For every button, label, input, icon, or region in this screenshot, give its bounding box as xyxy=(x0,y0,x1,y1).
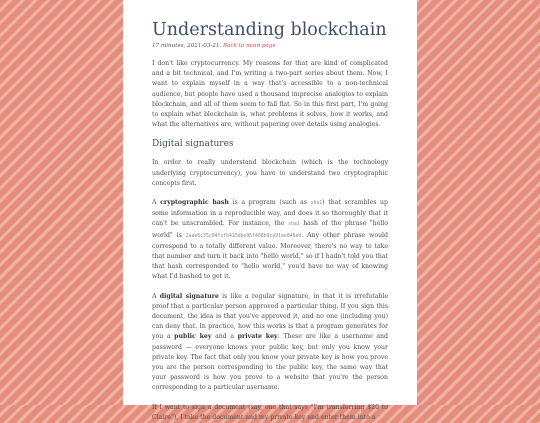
term-digital-signature: digital signature xyxy=(159,292,219,300)
term-public-key: public key xyxy=(174,333,212,341)
code-sha1: sha1 xyxy=(310,201,323,207)
concepts-paragraph: In order to really understand blockchain (which is the technology underlying cryptocurrency), you have to understand two cryptographic concepts first. xyxy=(152,159,388,187)
section-heading-digital-signatures: Digital signatures xyxy=(152,139,234,150)
article-meta xyxy=(152,43,388,49)
code-sha1-2: sha1 xyxy=(288,222,300,228)
signature-paragraph: A digital signature is like a regular signature, in that it is irrefutable proof that a particular person approved a particular thing. If you sign this document, the idea is that you've approved it, and no one (including you) can deny that. In practice, how this works is that a program generates for you a public key and a private key. These are like a username and password — everyone knows your public key, but only you know your private key. The fact that only you know your private key is how you prove you are the person corresponding to the public key, the same way that your password is how you prove to a website that you're the person corresponding to a particular username. xyxy=(152,292,389,392)
signing-example-paragraph: If I want to sign a document (say, one that says "I'm transferring $20 to Claire"), I take the document and my private key and enter them into a xyxy=(152,403,388,421)
read-time-date: 17 minutes, 2021-03-21. xyxy=(152,43,222,49)
code-hash-value: 2aae6c35c94fcfb415dbe95f408b9ce91ee846ed xyxy=(185,233,302,239)
term-private-key: private key xyxy=(237,333,278,341)
article-card xyxy=(123,0,417,421)
intro-paragraph: I don't like cryptocurrency. My reasons for that are kind of complicated and a bit technical, and I'm writing a two-part series about them. Now, I want to explain myself in a way that's accessible to a non-technical audience, but people have used a thousand imprecise analogies to explain blockchain, and all of them seem to fall flat. So in this first part, I'm going to explain what blockchain is, what problems it solves, how it works, and what the alternatives are, without papering over details using analogies. xyxy=(152,60,388,129)
hash-paragraph: A cryptographic hash is a program (such as sha1) that scrambles up some information in a reproducible way, and does it so thoroughly that it can't be unscrambled. For instance, the sha1 hash of the phrase "hello world" is 2aae6c35c94fcfb415dbe95f408b9ce91ee846ed. Any other phrase would correspond to a totally different value. Moreover, there's no way to take that number and turn it back into "hello world," so if I hadn't told you that that hash corresponded to "hello world," you'd have no way of knowing what I'd hashed to get it. xyxy=(152,199,389,281)
term-cryptographic-hash: cryptographic hash xyxy=(160,199,229,207)
back-to-main-link[interactable]: Back to main page xyxy=(223,43,276,49)
page-title: Understanding blockchain xyxy=(152,20,387,40)
